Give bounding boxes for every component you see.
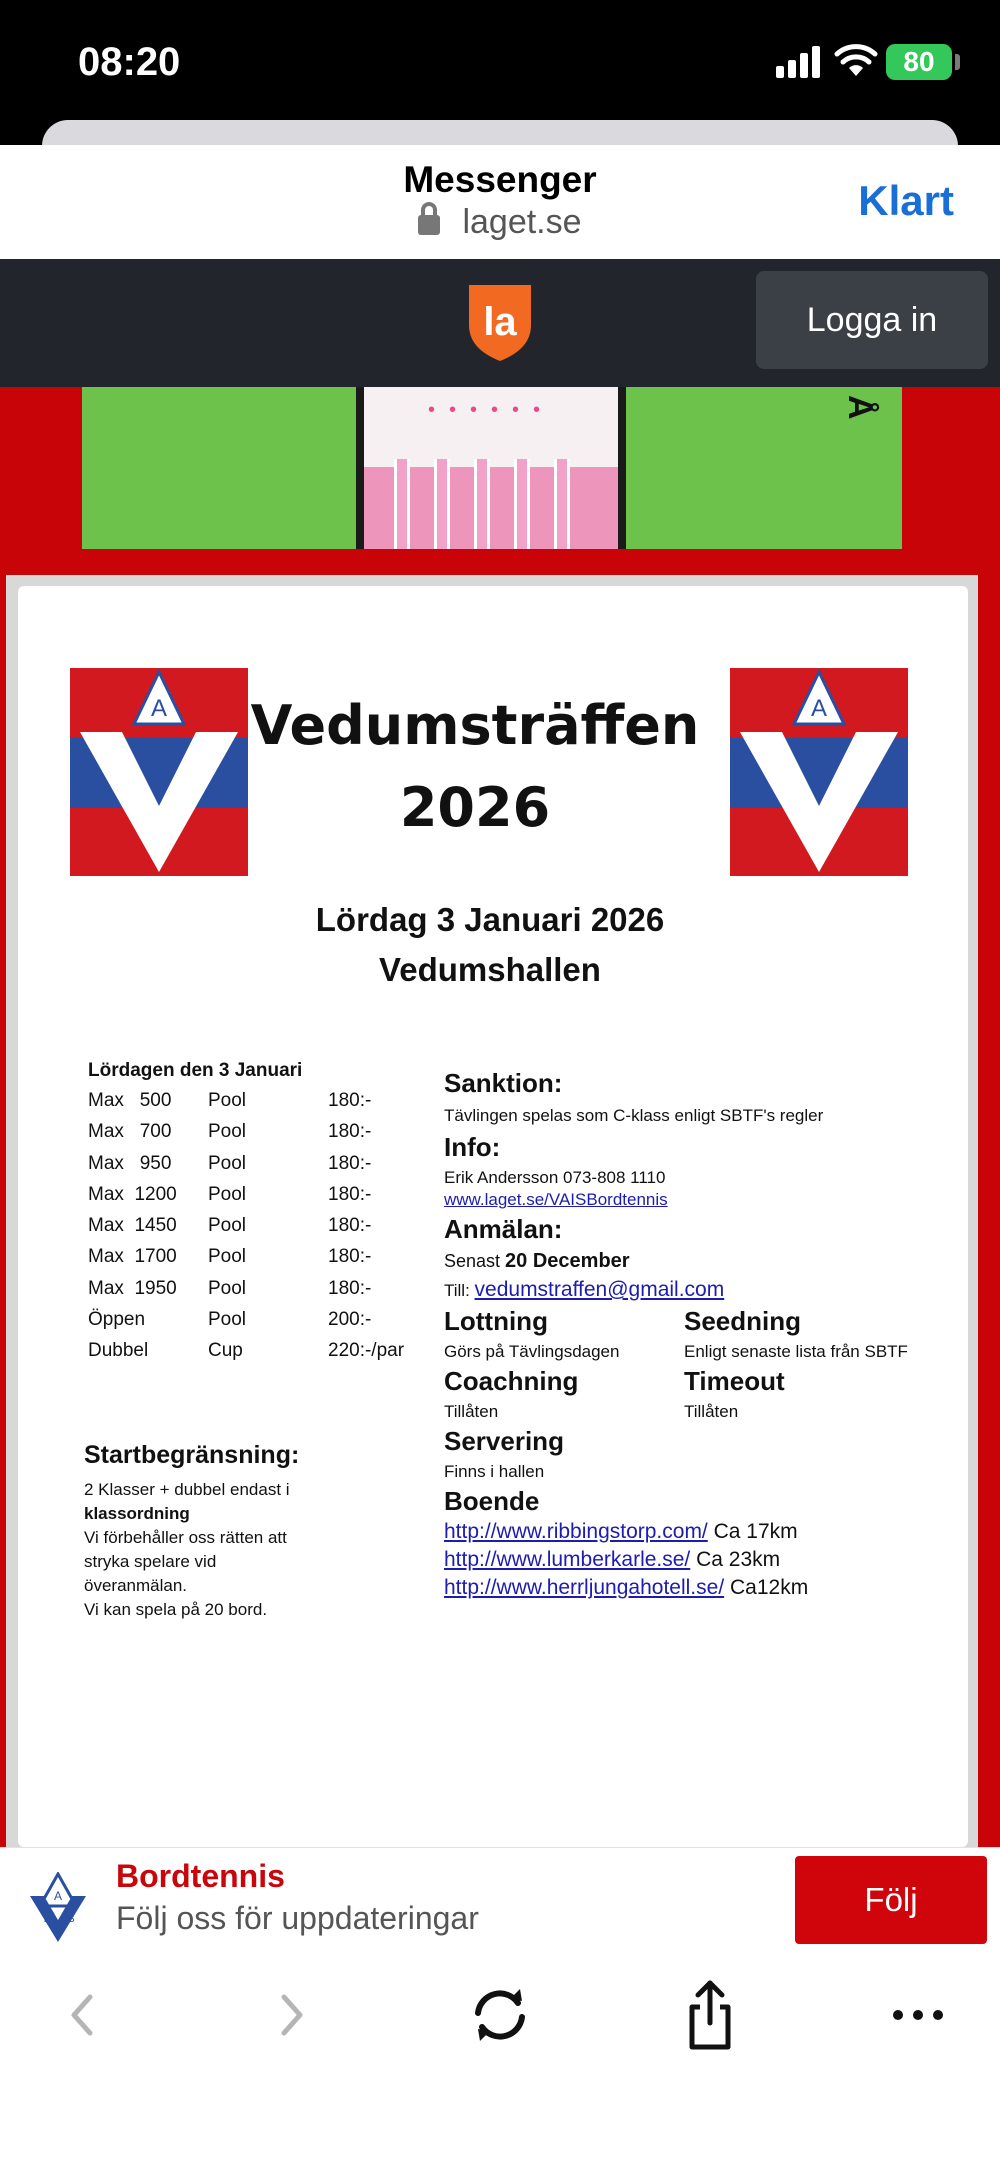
status-time: 08:20 (78, 40, 181, 84)
class-fee: 180:- (328, 1152, 372, 1174)
class-name: Max 950 (88, 1152, 172, 1174)
class-name: Max 1200 (88, 1183, 177, 1205)
lottning-text: Görs på Tävlingsdagen (444, 1342, 620, 1361)
start-line: stryka spelare vid (84, 1552, 217, 1571)
class-fee: 180:- (328, 1277, 372, 1299)
class-type: Pool (208, 1277, 247, 1299)
avatar-letter-i: I (43, 1913, 47, 1925)
class-name: Max 1700 (88, 1246, 177, 1268)
seedning-text: Enligt senaste lista från SBTF (684, 1342, 908, 1361)
hotel-distance: Ca12km (724, 1576, 809, 1599)
follow-bar (0, 1847, 1000, 1957)
hotel-link: http://www.ribbingstorp.com/ (444, 1520, 708, 1543)
hotel-link: http://www.herrljungahotell.se/ (444, 1576, 725, 1599)
laget-logo-text: la (483, 300, 517, 344)
refresh-icon[interactable] (460, 1979, 540, 2051)
info-contact: Erik Andersson 073-808 1110 (444, 1168, 666, 1187)
lottning-heading: Lottning (444, 1306, 548, 1336)
class-fee: 180:- (328, 1246, 372, 1268)
coachning-text: Tillåten (444, 1402, 499, 1421)
class-name: Max 700 (88, 1121, 172, 1143)
start-line: 2 Klasser + dubbel endast i (84, 1480, 290, 1499)
login-button[interactable]: Logga in (756, 271, 988, 369)
done-button[interactable]: Klart (858, 177, 954, 224)
browser-header (0, 145, 1000, 259)
timeout-text: Tillåten (684, 1402, 739, 1421)
sanktion-text: Tävlingen spelas som C-klass enligt SBTF's regler (444, 1106, 824, 1125)
laget-logo[interactable] (465, 281, 535, 363)
more-icon[interactable] (878, 1979, 958, 2051)
logo-letter-a: A (810, 695, 828, 722)
start-limitation (84, 1440, 364, 1622)
start-line: klassordning (84, 1504, 190, 1523)
ad-dots: •••••• (427, 399, 554, 421)
site-nav (0, 259, 1000, 387)
class-name: Öppen (88, 1309, 146, 1331)
class-type: Pool (208, 1090, 247, 1111)
club-logo-right (730, 668, 908, 876)
anmalan-to-label: Till: (444, 1281, 475, 1300)
follow-subtitle: Följ oss för uppdateringar (116, 1900, 479, 1936)
start-line: Vi kan spela på 20 bord. (84, 1600, 268, 1619)
ad-tube (394, 459, 410, 549)
class-row (88, 1121, 428, 1152)
avatar-letter-a: A (53, 1889, 63, 1903)
class-row (88, 1153, 428, 1184)
logo-letter-i: I (780, 771, 788, 798)
class-row (88, 1184, 428, 1215)
class-list-heading: Lördagen den 3 Januari (88, 1060, 303, 1081)
hotel-distance: Ca 23km (690, 1548, 781, 1571)
class-list (88, 1060, 428, 1372)
class-row (88, 1278, 428, 1309)
start-heading: Startbegränsning: (84, 1441, 300, 1469)
club-avatar[interactable] (26, 1872, 90, 1944)
class-type: Cup (208, 1340, 243, 1362)
info-link: www.laget.se/VAISBordtennis (444, 1190, 668, 1209)
forward-icon[interactable] (252, 1979, 332, 2051)
anmalan-heading: Anmälan: (444, 1214, 563, 1244)
hotel-link: http://www.lumberkarle.se/ (444, 1548, 691, 1571)
ad-tube (474, 459, 490, 549)
class-name: Dubbel (88, 1340, 149, 1362)
class-row (88, 1246, 428, 1277)
hotel-row (444, 1548, 780, 1572)
club-logo-left (70, 668, 248, 876)
cellular-signal-icon (776, 46, 822, 78)
battery-icon (886, 44, 952, 80)
class-row (88, 1215, 428, 1246)
anmalan-email: vedumstraffen@gmail.com (474, 1278, 725, 1301)
class-row (88, 1340, 428, 1371)
follow-title[interactable]: Bordtennis (116, 1858, 285, 1894)
anmalan-prefix: Senast (444, 1251, 506, 1271)
class-fee: 200:- (328, 1309, 372, 1331)
hotel-distance: Ca 17km (707, 1520, 798, 1543)
class-name: Max 1450 (88, 1215, 177, 1237)
info-heading: Info: (444, 1132, 501, 1162)
browser-title: Messenger (403, 159, 597, 200)
seedning-heading: Seedning (684, 1306, 802, 1336)
ad-game-image (356, 387, 626, 549)
url-text: laget.se (462, 203, 582, 241)
poster-title-line1: Vedumsträffen (250, 694, 700, 757)
hotel-row (444, 1576, 808, 1600)
poster-date-line1: Lördag 3 Januari 2026 (315, 901, 665, 938)
ad-tube (514, 459, 530, 549)
anmalan-date: 20 December (505, 1250, 630, 1272)
hotel-row (444, 1520, 798, 1544)
class-type: Pool (208, 1309, 247, 1331)
class-fee: 180:- (328, 1215, 372, 1237)
back-icon[interactable] (42, 1979, 122, 2051)
class-fee: 180:- (328, 1090, 372, 1111)
sanktion-heading: Sanktion: (444, 1068, 563, 1098)
ad-tube (434, 459, 450, 549)
logo-letter-i: I (120, 771, 128, 798)
logo-letter-a: A (150, 695, 168, 722)
servering-text: Finns i hallen (444, 1462, 545, 1481)
class-name: Max 1950 (88, 1277, 177, 1299)
lock-icon (418, 215, 440, 235)
battery-tip (955, 54, 960, 70)
coachning-heading: Coachning (444, 1366, 579, 1396)
class-fee: 180:- (328, 1121, 372, 1143)
poster-date (260, 895, 720, 995)
start-line: överanmälan. (84, 1576, 188, 1595)
poster-title-line2: 2026 (399, 776, 551, 839)
class-type: Pool (208, 1246, 247, 1268)
class-type: Pool (208, 1183, 247, 1205)
ad-tube (554, 459, 570, 549)
class-type: Pool (208, 1152, 247, 1174)
logo-letter-s: S (185, 771, 203, 798)
class-name: Max 500 (88, 1090, 172, 1111)
class-type: Pool (208, 1215, 247, 1237)
ad-banner[interactable] (82, 387, 902, 549)
anmalan-to (444, 1278, 724, 1302)
battery-level: 80 (903, 46, 935, 77)
browser-toolbar (0, 1957, 1000, 2164)
class-fee: 220:-/par (328, 1340, 405, 1362)
timeout-heading: Timeout (684, 1366, 785, 1396)
poster-title (240, 685, 710, 849)
logo-letter-s: S (845, 771, 863, 798)
start-line: Vi förbehåller oss rätten att (84, 1528, 287, 1547)
share-icon[interactable] (670, 1979, 750, 2051)
browser-url (0, 203, 1000, 242)
class-row (88, 1090, 428, 1121)
ad-game-board (364, 387, 618, 549)
class-fee: 180:- (328, 1183, 372, 1205)
class-type: Pool (208, 1121, 247, 1143)
follow-button[interactable]: Följ (795, 1856, 987, 1944)
servering-heading: Servering (444, 1426, 564, 1456)
anmalan-deadline (444, 1250, 630, 1273)
boende-heading: Boende (444, 1486, 540, 1516)
class-row (88, 1309, 428, 1340)
avatar-letter-s: S (67, 1913, 75, 1925)
ad-side-text: Å (841, 395, 879, 420)
wifi-icon (834, 44, 878, 78)
poster-date-line2: Vedumshallen (379, 951, 601, 988)
